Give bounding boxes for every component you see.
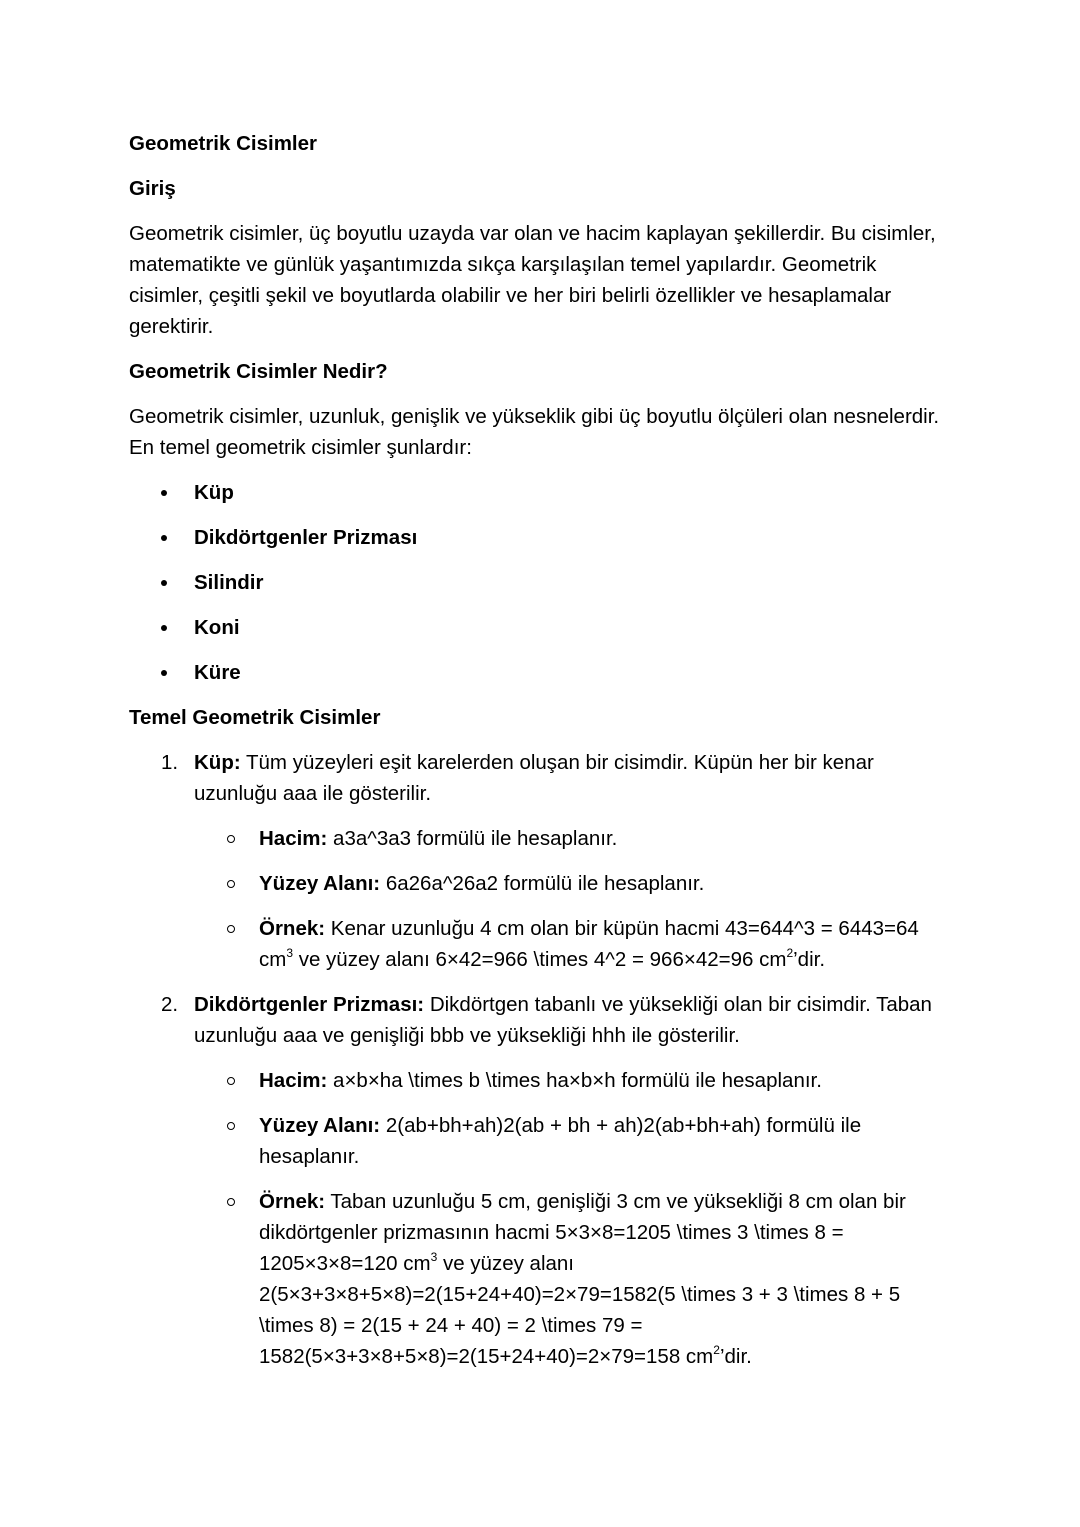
- circle-bullet-icon: [227, 1077, 235, 1085]
- sub-item-surface: Yüzey Alanı: 2(ab+bh+ah)2(ab + bh + ah)2(ab+bh+ah) formülü ile hesaplanır.: [194, 1110, 950, 1172]
- item-description: Tüm yüzeyleri eşit karelerden oluşan bir cisimdir. Küpün her bir kenar uzunluğu aaa ile gösterilir.: [194, 751, 874, 805]
- intro-paragraph: Geometrik cisimler, üç boyutlu uzayda var olan ve hacim kaplayan şekillerdir. Bu cisimler, matematikte ve günlük yaşantımızda sıkça karşılaşılan temel yapılardır. Geometrik cisimler, çeşitli şekil ve boyutlarda olabilir ve her biri belirli özellikler ve hesaplamalar gerektirir.: [129, 222, 936, 338]
- list-item: Dikdörtgenler Prizması: [129, 522, 950, 553]
- item-number: 1.: [161, 751, 179, 774]
- prism-sublist: [194, 1065, 950, 1372]
- item-number: 2.: [161, 993, 179, 1016]
- list-item: Koni: [129, 612, 950, 643]
- circle-bullet-icon: [227, 925, 235, 933]
- shape-details-list: [129, 747, 950, 1372]
- shape-list: [129, 477, 950, 688]
- circle-bullet-icon: [227, 880, 235, 888]
- sub-item-volume: Hacim: a3a^3a3 formülü ile hesaplanır.: [194, 823, 950, 854]
- sub-item-example: Örnek: Kenar uzunluğu 4 cm olan bir küpün hacmi 43=644^3 = 6443=64 $cm^3$ ve yüzey alanı 6×42=966 \times 4^2 = 966×42=96 $cm^2’dir$.: [194, 913, 950, 975]
- bullet-icon: [161, 580, 167, 586]
- intro-heading: Giriş: [129, 177, 176, 200]
- item-description: Dikdörtgen tabanlı ve yüksekliği olan bir cisimdir. Taban uzunluğu aaa ve genişliği bbb ve yüksekliği hhh ile gösterilir.: [194, 993, 932, 1047]
- bullet-icon: [161, 625, 167, 631]
- what-heading: Geometrik Cisimler Nedir?: [129, 360, 388, 383]
- list-item: Küp: [129, 477, 950, 508]
- cube-sublist: [194, 823, 950, 975]
- basic-heading: Temel Geometrik Cisimler: [129, 706, 381, 729]
- bullet-icon: [161, 535, 167, 541]
- sub-item-surface: Yüzey Alanı: 6a26a^26a2 formülü ile hesaplanır.: [194, 868, 950, 899]
- bullet-icon: [161, 490, 167, 496]
- document-title: Geometrik Cisimler: [129, 132, 317, 155]
- circle-bullet-icon: [227, 1198, 235, 1206]
- item-name: Dikdörtgenler Prizması:: [194, 993, 425, 1016]
- item-name: Küp:: [194, 751, 241, 774]
- sub-item-volume: Hacim: a×b×ha \times b \times ha×b×h formülü ile hesaplanır.: [194, 1065, 950, 1096]
- sub-item-example: Örnek: Taban uzunluğu 5 cm, genişliği 3 cm ve yüksekliği 8 cm olan bir dikdörtgenler prizmasının hacmi 5×3×8=1205 \times 3 \times 8 = 1205×3×8=120 $cm^3$ ve yüzey alanı 2(5×3+3×8+5×8)=2(15+24+40)=2×79=1582(5 \times 3 + 3 \times 8 + 5 \times 8) = 2(15 + 24 + 40) = 2 \times 79 = 1582(5×3+3×8+5×8)=2(15+24+40)=2×79=158 $cm^2’dir$.: [194, 1186, 950, 1372]
- shape-item-prism: [129, 989, 950, 1372]
- circle-bullet-icon: [227, 835, 235, 843]
- list-item: Küre: [129, 657, 950, 688]
- bullet-icon: [161, 670, 167, 676]
- what-paragraph: Geometrik cisimler, uzunluk, genişlik ve yükseklik gibi üç boyutlu ölçüleri olan nesnelerdir. En temel geometrik cisimler şunlardır:: [129, 405, 940, 459]
- shape-item-cube: [129, 747, 950, 975]
- list-item: Silindir: [129, 567, 950, 598]
- circle-bullet-icon: [227, 1122, 235, 1130]
